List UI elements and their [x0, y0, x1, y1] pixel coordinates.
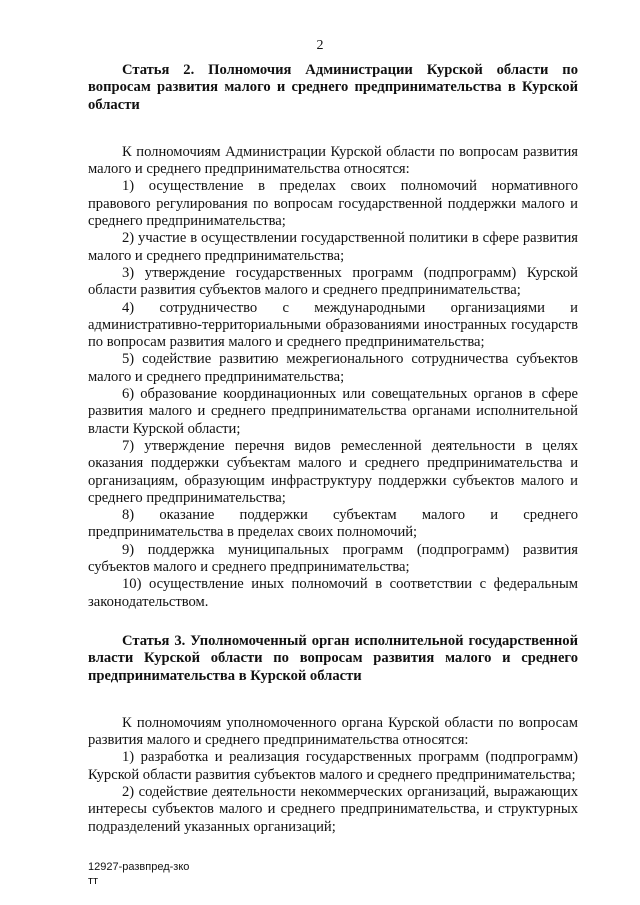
footer-initials: тт	[88, 875, 99, 887]
article-2-item-3: 3) утверждение государственных программ (подпрограмм) Курской области развития субъектов малого и среднего предпринимательства;	[88, 264, 578, 299]
article-2-item-4: 4) сотрудничество с международными организациями и административно-территориальными образованиями иностранных государств по вопросам развития малого и среднего предпринимательства;	[88, 299, 578, 351]
footer-registration-code: 12927-развпред-зко	[88, 861, 190, 873]
article-2-item-2: 2) участие в осуществлении государственной политики в сфере развития малого и среднего предпринимательства;	[88, 230, 578, 264]
article-2-item-10: 10) осуществление иных полномочий в соответствии с федеральным законодательством.	[88, 576, 578, 610]
article-3-intro: К полномочиям уполномоченного органа Курской области по вопросам развития малого и среднего предпринимательства относятся:	[88, 714, 578, 749]
article-3-heading: Статья 3. Уполномоченный орган исполнительной государственной власти Курской области по вопросам развития малого и среднего предпринимательства в Курской области	[88, 632, 578, 684]
article-2-item-7: 7) утверждение перечня видов ремесленной деятельности в целях оказания поддержки субъектам малого и среднего предпринимательства и организациям, образующим инфраструктуру поддержки субъектов малого и среднего предпринимательства;	[88, 437, 578, 506]
article-3-item-2: 2) содействие деятельности некоммерческих организаций, выражающих интересы субъектов малого и среднего предпринимательства, и структурных подразделений указанных организаций;	[88, 783, 578, 835]
article-2-item-9: 9) поддержка муниципальных программ (подпрограмм) развития субъектов малого и среднего предпринимательства;	[88, 541, 578, 576]
article-2-item-1: 1) осуществление в пределах своих полномочий нормативного правового регулирования по вопросам государственной поддержки малого и среднего предпринимательства;	[88, 178, 578, 230]
article-3-item-1: 1) разработка и реализация государственных программ (подпрограмм) Курской области развития субъектов малого и среднего предпринимательства;	[88, 749, 578, 783]
page-number: 2	[316, 38, 324, 53]
article-2-item-8: 8) оказание поддержки субъектам малого и среднего предпринимательства в пределах своих полномочий;	[88, 507, 578, 541]
document-body	[88, 62, 578, 836]
article-2-intro: К полномочиям Администрации Курской области по вопросам развития малого и среднего предпринимательства относятся:	[88, 143, 578, 178]
article-2-item-5: 5) содействие развитию межрегионального сотрудничества субъектов малого и среднего предпринимательства;	[88, 351, 578, 385]
article-2-heading: Статья 2. Полномочия Администрации Курской области по вопросам развития малого и среднего предпринимательства в Курской области	[88, 62, 578, 113]
article-2-item-6: 6) образование координационных или совещательных органов в сфере развития малого и среднего предпринимательства органами исполнительной власти Курской области;	[88, 386, 578, 437]
document-footer	[88, 860, 189, 888]
